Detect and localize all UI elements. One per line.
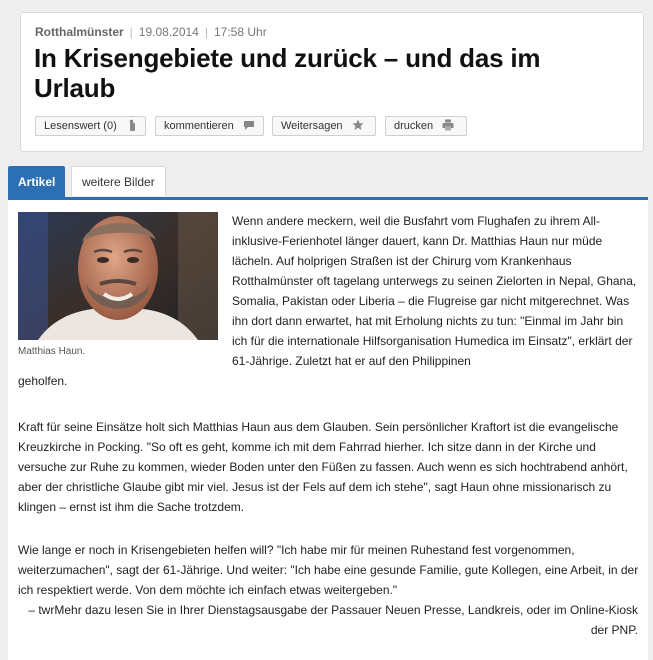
paragraph-1: Wenn andere meckern, weil die Busfahrt vom Flughafen zu ihrem All-inklusive-Ferienhotel länger dauert, kann Dr. Matthias Haun nur müde lächeln. Auf holprigen Straßen ist der Chirurg vom Krankenhaus Rotthalmünster oft tagelang unterwegs zu seinen Zielorten in Nepal, Ghana, Somalia, Pakistan oder Liberia – die Flugreise gar nicht mitgerechnet. Was ihn dort dann erwartet, hat mit Erholung nichts zu tun: "Einmal im Jahr bin ich für die internationale Hilfsorganisation Humedica im Einsatz", erklärt der 61-Jährige. Zuletzt hat er auf den Philippinen [232,214,637,368]
thumb-icon [126,119,138,131]
article-header [20,12,644,152]
kommentieren-label: kommentieren [164,120,234,132]
meta-separator: | [129,25,133,39]
meta-separator: | [204,25,208,39]
tab-weitere-bilder[interactable]: weitere Bilder [71,166,166,196]
article-body [8,200,648,660]
drucken-button[interactable] [385,116,467,136]
weitersagen-label: Weitersagen [281,120,343,132]
paragraph-3: Wie lange er noch in Krisengebieten helfen will? "Ich habe mir für meinen Ruhestand fest vorgenommen, weiterzumachen", sagt der 61-Jährige. Und weiter: "Ich habe eine gesunde Familie, gute Kollegen, eine Arbeit, in der ich respektiert werde. Von dem möchte ich einfach etwas weitergeben." [18,543,639,597]
article-date: 19.08.2014 [138,25,199,39]
paragraph-2: Kraft für seine Einsätze holt sich Matthias Haun aus dem Glauben. Sein persönlicher Kraftort ist die evangelische Kreuzkirche in Pocking. "So oft es geht, komme ich mit dem Fahrrad hierher. Ich sitze dann in der Kirche und versuche zur Ruhe zu kommen, wieder Boden unter den Füßen zu fassen. Auch wenn es sich hochtrabend anhört, aber der christliche Glaube gibt mir viel. Jesus ist der Fels auf dem ich stehe", sagt Haun ohne missionarisch zu klingen – ernst ist ihm die Sache trotzdem. [18,420,628,514]
photo-caption: Matthias Haun. [18,346,86,357]
article-time: 17:58 Uhr [213,25,267,39]
article-tabs [8,166,648,200]
article-photo[interactable] [18,212,218,340]
comment-icon [243,119,255,131]
tab-artikel[interactable]: Artikel [8,166,65,198]
paragraph-1-continued: geholfen. [18,374,68,388]
lesenswert-button[interactable] [35,116,146,136]
article-title: In Krisengebiete und zurück – und das im Urlaub [34,43,541,103]
kommentieren-button[interactable] [155,116,264,136]
paragraph-4: – twrMehr dazu lesen Sie in Ihrer Dienstagsausgabe der Passauer Neuen Presse, Landkreis, oder im Online-Kiosk der PNP. [28,603,638,637]
portrait-image [18,212,218,340]
printer-icon [442,119,454,131]
lesenswert-label: Lesenswert (0) [44,120,117,132]
weitersagen-button[interactable] [272,116,376,136]
article-meta [35,25,267,39]
star-icon [352,119,364,131]
drucken-label: drucken [394,120,434,132]
article-location: Rotthalmünster [35,25,124,39]
